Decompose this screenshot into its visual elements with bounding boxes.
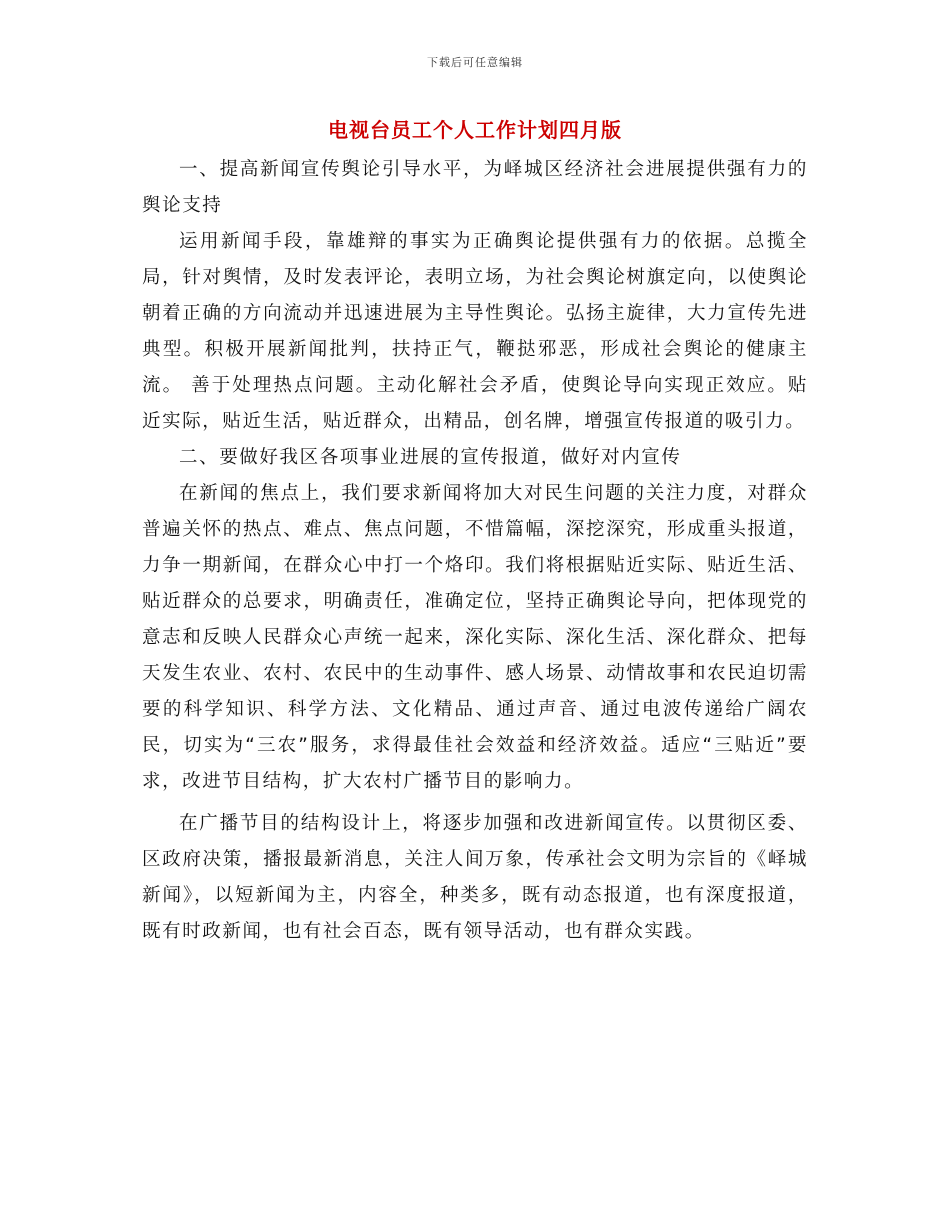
paragraph-body-1: 运用新闻手段，靠雄辩的事实为正确舆论提供强有力的依据。总揽全局，针对舆情，及时发表评论，表明立场，为社会舆论树旗定向，以使舆论朝着正确的方向流动并迅速进展为主导性舆论。弘扬主旋律，大力宣传先进典型。积极开展新闻批判，扶持正气，鞭挞邪恶，形成社会舆论的健康主流。 善于处理热点问题。主动化解社会矛盾，使舆论导向实现正效应。贴近实际，贴近生活，贴近群众，出精品，创名牌，增强宣传报道的吸引力。 — [142, 231, 808, 432]
paragraph-section-heading-1: 一、提高新闻宣传舆论引导水平，为峄城区经济社会进展提供强有力的舆论支持 — [142, 159, 808, 216]
document-body — [142, 152, 808, 950]
paragraph-body-2: 在新闻的焦点上，我们要求新闻将加大对民生问题的关注力度，对群众普遍关怀的热点、难点、焦点问题，不惜篇幅，深挖深究，形成重头报道，力争一期新闻，在群众心中打一个烙印。我们将根据贴近实际、贴近生活、贴近群众的总要求，明确责任，准确定位，坚持正确舆论导向，把体现党的意志和反映人民群众心声统一起来，深化实际、深化生活、深化群众、把每天发生农业、农村、农民中的生动事件、感人场景、动情故事和农民迫切需要的科学知识、科学方法、文化精品、通过声音、通过电波传递给广阔农民，切实为“三农”服务，求得最佳社会效益和经济效益。适应“三贴近”要求，改进节目结构，扩大农村广播节目的影响力。 — [142, 483, 808, 792]
document-title: 电视台员工个人工作计划四月版 — [328, 118, 622, 142]
paragraph-body-3: 在广播节目的结构设计上，将逐步加强和改进新闻宣传。以贯彻区委、区政府决策，播报最新消息，关注人间万象，传承社会文明为宗旨的《峄城新闻》，以短新闻为主，内容全，种类多，既有动态报道，也有深度报道，既有时政新闻，也有社会百态，既有领导活动，也有群众实践。 — [142, 813, 808, 942]
header-note: 下载后可任意编辑 — [427, 56, 523, 69]
paragraph-section-heading-2: 二、要做好我区各项事业进展的宣传报道，做好对内宣传 — [179, 447, 682, 468]
